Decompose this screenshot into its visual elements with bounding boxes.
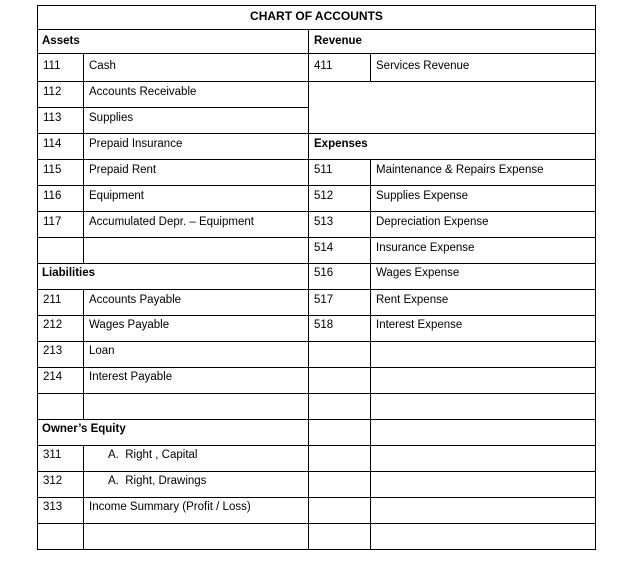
account-name: Interest Payable [89,371,173,383]
account-name: Rent Expense [376,294,449,306]
account-number: 517 [314,294,334,306]
account-name: Loan [89,345,115,357]
account-name: Supplies Expense [376,190,469,202]
account-number: 516 [314,267,334,279]
account-number: 115 [43,164,62,176]
account-number: 411 [314,60,333,72]
account-number: 211 [43,294,62,306]
account-name: Prepaid Insurance [89,138,183,150]
account-name: Insurance Expense [376,242,475,254]
account-name: Supplies [89,112,134,124]
account-number: 116 [43,190,62,202]
account-name: Equipment [89,190,144,202]
account-name: Accumulated Depr. – Equipment [89,216,254,228]
account-name: Accounts Receivable [89,86,197,98]
account-name: Income Summary (Profit / Loss) [89,501,251,513]
account-number: 117 [43,216,62,228]
account-name: Accounts Payable [89,294,182,306]
account-name: Services Revenue [376,60,470,72]
liabilities-heading: Liabilities [42,267,96,279]
account-name: Maintenance & Repairs Expense [376,164,544,176]
chart-of-accounts-table [37,5,596,550]
equity-heading: Owner’s Equity [42,423,126,435]
assets-heading: Assets [42,35,80,47]
account-number: 514 [314,242,334,254]
account-number: 513 [314,216,334,228]
account-name: Prepaid Rent [89,164,157,176]
account-number: 113 [43,112,62,124]
account-number: 213 [43,345,63,357]
account-name: A. Right , Capital [108,449,198,461]
account-number: 518 [314,319,334,331]
account-number: 312 [43,475,63,487]
account-name: Depreciation Expense [376,216,489,228]
account-number: 212 [43,319,63,331]
account-name: Wages Payable [89,319,170,331]
account-number: 114 [43,138,62,150]
expenses-heading: Expenses [314,138,368,150]
account-number: 311 [43,449,62,461]
account-number: 111 [43,60,61,72]
account-number: 112 [43,86,62,98]
account-number: 511 [314,164,333,176]
account-name: Interest Expense [376,319,463,331]
account-number: 313 [43,501,63,513]
account-name: Cash [89,60,116,72]
account-name: Wages Expense [376,267,460,279]
page-title: CHART OF ACCOUNTS [250,9,383,23]
account-number: 214 [43,371,63,383]
revenue-heading: Revenue [314,35,362,47]
account-name: A. Right, Drawings [108,475,207,487]
account-number: 512 [314,190,334,202]
